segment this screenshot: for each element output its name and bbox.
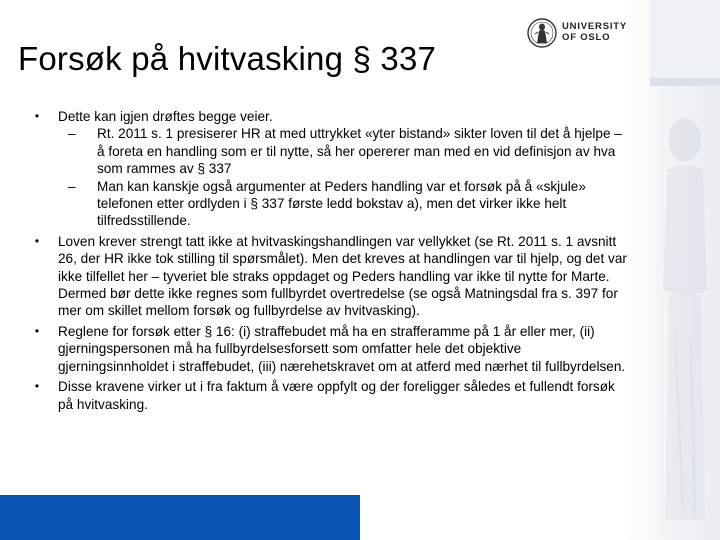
footer-accent-bar: [0, 495, 360, 540]
sub-bullet-marker: –: [68, 126, 76, 142]
bullet-item: [26, 378, 630, 413]
sub-bullet-marker: –: [68, 178, 76, 194]
slide-title: Forsøk på hvitvasking § 337: [18, 40, 437, 77]
sub-bullet-item: [58, 178, 630, 230]
bullet-marker: •: [34, 233, 40, 248]
bullet-marker: •: [34, 379, 40, 394]
logo-line-1: UNIVERSITY: [562, 21, 628, 32]
bullet-item: [26, 323, 630, 375]
decorative-header-panel: [650, 0, 720, 78]
bullet-text: Reglene for forsøk etter § 16: (i) straffebudet må ha en strafferamme på 1 år eller mer, (ii) gjerningspersonen må ha fullbyrdelsesforsett som omfatter hele det objektive gjerningsinnholdet i straffebudet, (iii) nærehetskravet om at atferd med nærhet til fullbyrdelsen.: [58, 323, 626, 374]
sub-bullet-text: Rt. 2011 s. 1 presiserer HR at med uttrykket «yter bistand» sikter loven til det å hjelpe – å foreta en handling som er til nytte, så her opererer man med en vid definisjon av hva som rammes av § 337: [97, 126, 622, 177]
bullet-text: Disse kravene virker ut i fra faktum å være oppfylt og der foreligger således et fullendt forsøk på hvitvasking.: [58, 379, 615, 412]
decorative-header-stripe: [650, 78, 720, 86]
university-seal-icon: [527, 14, 557, 52]
bullet-item: [26, 233, 630, 320]
bullet-item: [26, 108, 630, 125]
sub-bullet-text: Man kan kanskje også argumenter at Peders handling var et forsøk på å «skjule» telefonen etter ordlyden i § 337 første ledd bokstav a), men det virker ikke helt tilfredsstillende.: [97, 178, 586, 229]
statue-figure-image: [655, 90, 715, 530]
bullet-text: Dette kan igjen drøftes begge veier.: [58, 109, 273, 124]
bullet-marker: •: [34, 323, 40, 338]
bullet-marker: •: [34, 109, 40, 123]
university-logo: [527, 14, 637, 54]
sub-bullet-item: [58, 125, 630, 177]
bullet-text: Loven krever strengt tatt ikke at hvitvaskingshandlingen var vellykket (se Rt. 2011 s. 1 avsnitt 26, der HR ikke tok stilling til spørsmålet). Men det kreves at handlingen var til hjelp, og det var ikke tilfellet her – tyveriet ble straks oppdaget og Peders handling var ikke til nytte for Marte. Dermed bør dette ikke regnes som fullbyrdet overtredelse (se også Matningsdal fra s. 397 for mer om skillet mellom forsøk og fullbyrdelse av hvitvasking).: [58, 233, 627, 319]
logo-wordmark: [562, 21, 627, 43]
slide-content: [26, 108, 630, 413]
logo-line-2: OF OSLO: [562, 32, 611, 43]
